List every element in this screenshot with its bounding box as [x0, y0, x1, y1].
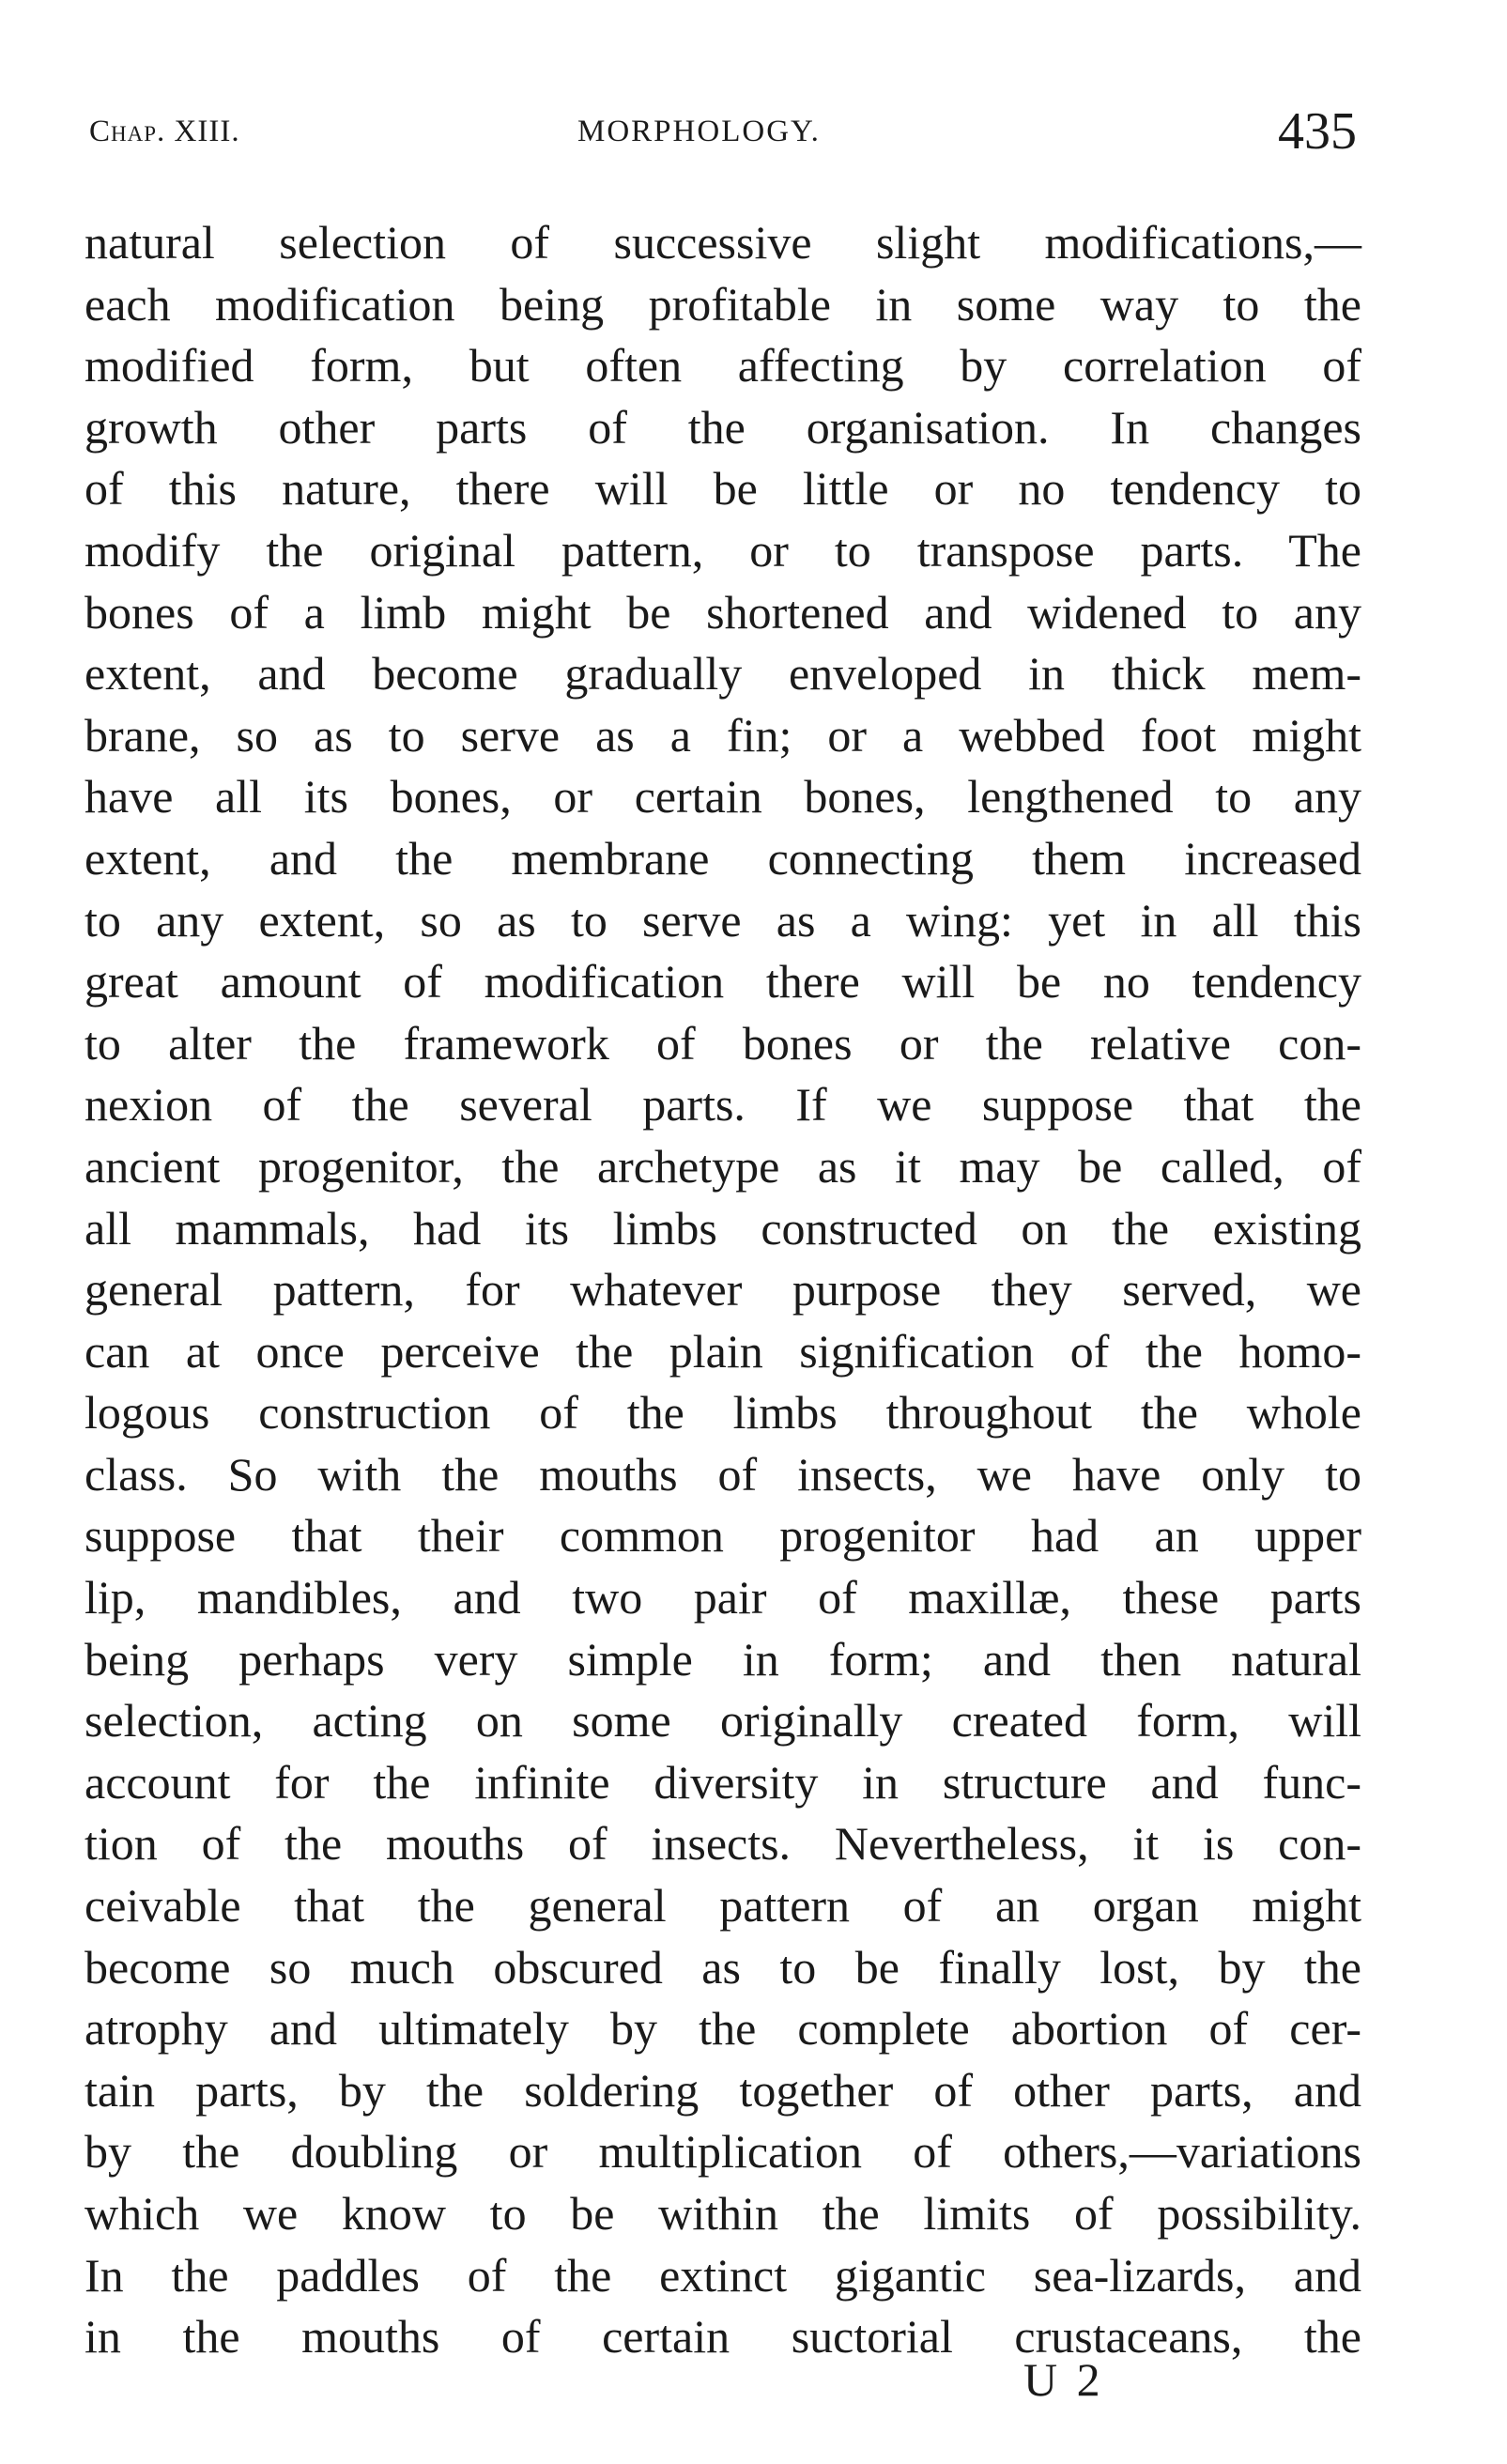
text-line: general pattern, for whatever purpose they served, we	[85, 1263, 1361, 1317]
text-line: nexion of the several parts. If we suppose that the	[85, 1078, 1361, 1132]
text-line: natural selection of successive slight modifications,—	[85, 216, 1361, 269]
text-line: In the paddles of the extinct gigantic sea-lizards, and	[85, 2248, 1361, 2302]
signature-mark: U 2	[1023, 2353, 1104, 2406]
text-line: bones of a limb might be shortened and widened to any	[85, 585, 1361, 639]
text-line: become so much obscured as to be finally lost, by the	[85, 1940, 1361, 1994]
text-line: logous construction of the limbs throughout the whole	[85, 1386, 1361, 1440]
text-line: by the doubling or multiplication of others,—variations	[85, 2125, 1361, 2179]
chapter-label: Chap. XIII.	[89, 115, 240, 148]
text-line: class. So with the mouths of insects, we have only to	[85, 1447, 1361, 1501]
text-line: extent, and the membrane connecting them increased	[85, 831, 1361, 885]
text-line: great amount of modification there will be no tendency	[85, 955, 1361, 1009]
text-line: ceivable that the general pattern of an organ might	[85, 1879, 1361, 1933]
text-line: in the mouths of certain suctorial crustaceans, the	[85, 2310, 1361, 2364]
body-text	[85, 212, 1361, 2368]
text-line: selection, acting on some originally created form, will	[85, 1694, 1361, 1748]
text-line: tain parts, by the soldering together of other parts, and	[85, 2063, 1361, 2117]
text-line: to alter the framework of bones or the relative con-	[85, 1016, 1361, 1070]
text-line: atrophy and ultimately by the complete abortion of cer-	[85, 2002, 1361, 2056]
text-line: ancient progenitor, the archetype as it may be called, of	[85, 1139, 1361, 1193]
text-line: to any extent, so as to serve as a wing: yet in all this	[85, 893, 1361, 947]
text-line: modified form, but often affecting by correlation of	[85, 339, 1361, 393]
text-line: which we know to be within the limits of possibility.	[85, 2187, 1361, 2240]
running-head	[89, 101, 1357, 167]
text-line: tion of the mouths of insects. Nevertheless, it is con-	[85, 1817, 1361, 1871]
text-line: each modification being profitable in some way to the	[85, 277, 1361, 331]
text-line: suppose that their common progenitor had an upper	[85, 1509, 1361, 1563]
text-line: account for the infinite diversity in structure and func-	[85, 1755, 1361, 1809]
text-line: growth other parts of the organisation. In changes	[85, 400, 1361, 454]
text-line: brane, so as to serve as a fin; or a webbed foot might	[85, 708, 1361, 762]
running-title: MORPHOLOGY.	[577, 115, 821, 148]
text-line: can at once perceive the plain signification of the homo-	[85, 1324, 1361, 1378]
text-line: lip, mandibles, and two pair of maxillæ, these parts	[85, 1571, 1361, 1625]
text-line: being perhaps very simple in form; and then natural	[85, 1632, 1361, 1686]
text-line: extent, and become gradually enveloped in thick mem-	[85, 647, 1361, 701]
text-line: have all its bones, or certain bones, lengthened to any	[85, 770, 1361, 824]
page-number: 435	[1278, 102, 1357, 161]
text-line: of this nature, there will be little or no tendency to	[85, 462, 1361, 516]
text-line: modify the original pattern, or to transpose parts. The	[85, 523, 1361, 577]
text-line: all mammals, had its limbs constructed on the existing	[85, 1201, 1361, 1255]
